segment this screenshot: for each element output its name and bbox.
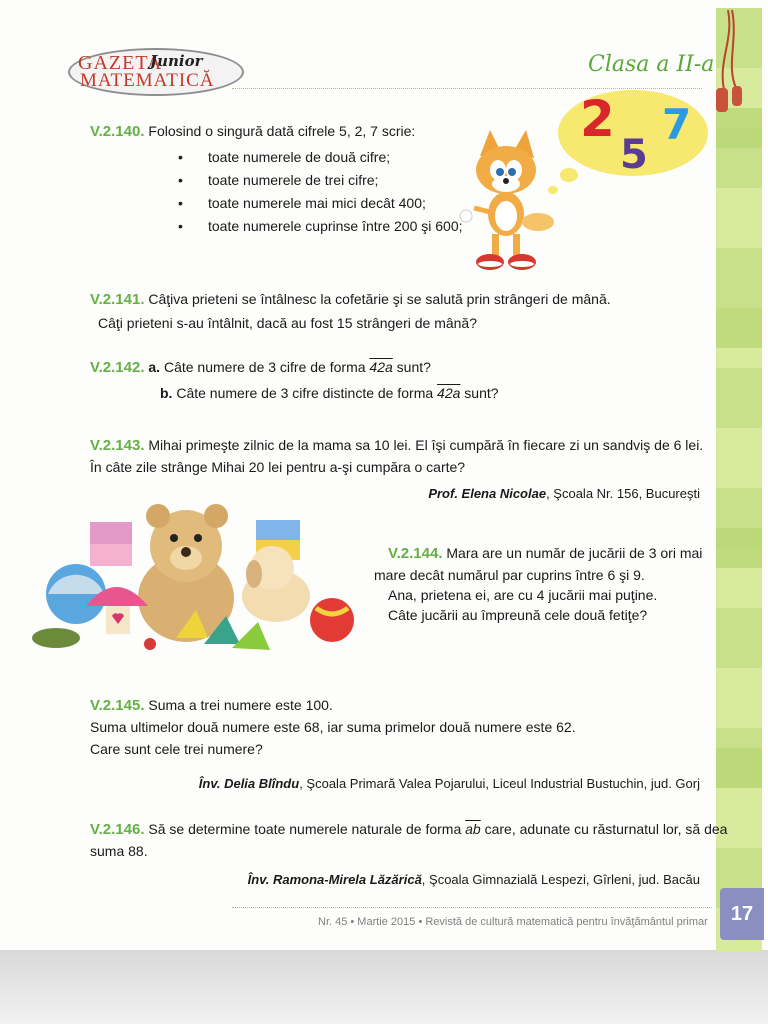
grade-label: Clasa a II-a (588, 52, 715, 77)
problem-141 (90, 288, 611, 311)
problem-number: V.2.144. (388, 545, 443, 562)
author-credit (199, 776, 700, 791)
author-name: Înv. Ramona-Mirela Lăzărică (247, 872, 422, 887)
problem-text: Câţiva prieteni se întâlnesc la cofetărie şi se salută prin strângeri de mână. (148, 291, 611, 307)
author-school: , Şcoala Nr. 156, Bucureşti (546, 486, 700, 501)
problem-140-list (178, 146, 463, 238)
problem-144-line4: Câte jucării au împreună cele două fetiţe? (388, 607, 648, 623)
problem-144 (388, 542, 702, 565)
problem-text-end: sunt? (464, 385, 499, 401)
footer-divider (232, 907, 712, 908)
problem-text: Mara are un număr de jucării de 3 ori mai (446, 545, 703, 561)
cartoon-fox-illustration (450, 126, 560, 276)
problem-145-line2: Suma ultimelor două numere este 68, iar suma primelor două numere este 62. (90, 719, 576, 735)
problem-number: V.2.143. (90, 437, 145, 454)
problem-number: V.2.145. (90, 697, 145, 714)
problem-text: Să se determine toate numerele naturale de forma (148, 821, 462, 837)
list-item: • toate numerele cuprinse între 200 şi 600; (178, 215, 463, 238)
list-item: • toate numerele de trei cifre; (178, 169, 463, 192)
problem-143 (90, 434, 703, 457)
problem-144-line2: mare decât numărul par cuprins între 6 şi 9. (374, 567, 645, 583)
number-form: $\overline{ab}$ (465, 821, 481, 837)
problem-text: Mihai primeşte zilnic de la mama sa 10 lei. El îşi cumpără în fiecare zi un sandviş de 6 lei. (148, 437, 704, 453)
subpoint-label: b. (160, 385, 173, 401)
problem-text: Folosind o singură dată cifrele 5, 2, 7 scrie: (148, 123, 416, 139)
author-school: , Şcoala Primară Valea Pojarului, Liceul Industrial Bustuchin, jud. Gorj (299, 776, 700, 791)
logo-junior: Junior (150, 52, 203, 70)
author-name: Înv. Delia Blîndu (198, 776, 300, 791)
author-credit (248, 872, 700, 887)
toys-illustration (26, 498, 356, 658)
problem-number: V.2.142. (90, 359, 145, 376)
subpoint-label: a. (148, 359, 161, 375)
header-divider (232, 88, 702, 89)
page-number: 17 (720, 888, 764, 940)
number-form: 42a (369, 359, 393, 375)
side-strip (716, 8, 762, 952)
footer-text: Nr. 45 • Martie 2015 • Revistă de cultură matematică pentru învăţământul primar (318, 916, 708, 928)
problem-146-line2: suma 88. (90, 843, 148, 859)
problem-number: V.2.141. (90, 291, 145, 308)
bubble-dot (560, 168, 578, 182)
digit-7: 7 (662, 100, 692, 149)
problem-145-line3: Care sunt cele trei numere? (90, 741, 263, 757)
problem-text-end: care, adunate cu răsturnatul lor, să dea (484, 821, 728, 837)
list-item: • toate numerele mai mici decât 400; (178, 192, 463, 215)
author-school: , Şcoala Gimnazială Lespezi, Gîrleni, jud. Bacău (421, 872, 700, 887)
logo-subtitle: MATEMATICĂ (80, 70, 215, 91)
logo-title: GAZETA (78, 52, 163, 74)
author-name: Prof. Elena Nicolae (428, 486, 547, 501)
list-item: • toate numerele de două cifre; (178, 146, 463, 169)
number-form: 42a (437, 385, 461, 401)
problem-140 (90, 120, 415, 143)
problem-text-end: sunt? (396, 359, 431, 375)
digit-5: 5 (620, 132, 648, 178)
problem-text: Suma a trei numere este 100. (148, 697, 333, 713)
problem-142-b (160, 382, 499, 404)
problem-text: Câte numere de 3 cifre de forma (163, 359, 366, 375)
scan-background (0, 950, 768, 1024)
problem-number: V.2.140. (90, 123, 145, 140)
digit-2: 2 (580, 90, 615, 148)
problem-141-line2: Câţi prieteni s-au întâlnit, dacă au fost 15 strângeri de mână? (98, 315, 477, 331)
problem-144-line3: Ana, prietena ei, are cu 4 jucării mai puţine. (388, 587, 658, 603)
problem-142-a (90, 356, 431, 379)
problem-text: Câte numere de 3 cifre distincte de forma (176, 385, 434, 401)
problem-143-line2: În câte zile strânge Mihai 20 lei pentru a-şi cumpăra o carte? (90, 459, 466, 475)
author-credit (428, 486, 700, 501)
problem-number: V.2.146. (90, 821, 145, 838)
problem-146 (90, 818, 727, 841)
problem-145 (90, 694, 333, 717)
